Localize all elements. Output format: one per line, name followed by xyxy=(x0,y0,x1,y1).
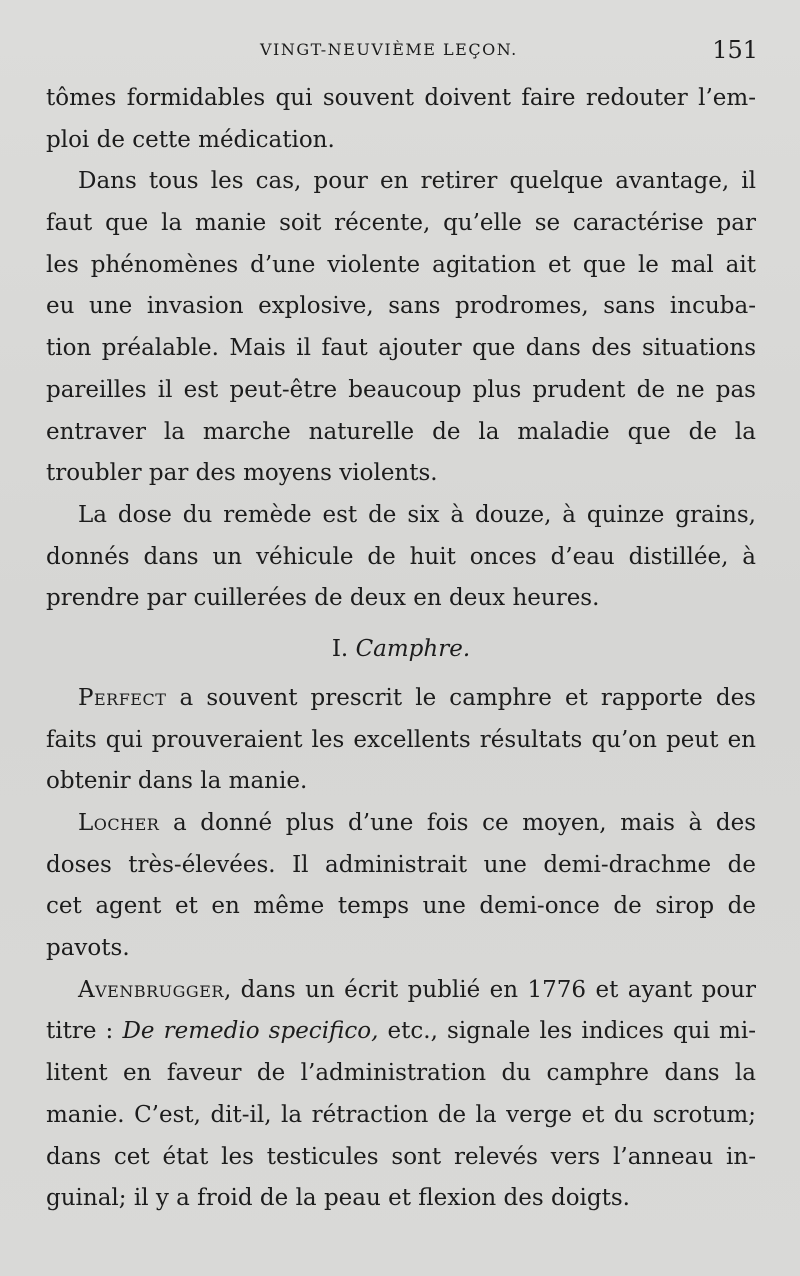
text-line: pavots. xyxy=(46,935,130,962)
section-title: Camphre. xyxy=(355,635,471,662)
author-name: Locher xyxy=(78,810,160,836)
text-line: doses très-élevées. Il administrait une demi-drachme de xyxy=(46,851,756,878)
text-line: donnés dans un véhicule de huit onces d’eau distillée, à xyxy=(46,543,756,570)
text-line xyxy=(46,678,756,720)
page-body xyxy=(46,78,756,1220)
text-line xyxy=(46,1011,756,1053)
text-line: faut que la manie soit récente, qu’elle se caractérise par xyxy=(46,210,756,237)
paragraph-2 xyxy=(46,161,756,495)
section-heading xyxy=(46,620,756,678)
text-fragment: titre : xyxy=(46,1018,123,1045)
paragraph-5 xyxy=(46,803,756,970)
text-line: manie. C’est, dit-il, la rétraction de la verge et du scrotum; xyxy=(46,1101,756,1128)
text-line: troubler par des moyens violents. xyxy=(46,460,438,487)
text-fragment: a donné plus d’une fois ce moyen, mais à des xyxy=(159,810,756,836)
text-fragment: a souvent prescrit le camphre et rapporte des xyxy=(166,684,756,711)
text-line: cet agent et en même temps une demi-once de sirop de xyxy=(46,893,756,920)
page-number: 151 xyxy=(712,36,758,64)
text-line: faits qui prouveraient les excellents résultats qu’on peut en xyxy=(46,726,756,753)
work-title: De remedio specifico, xyxy=(122,1018,379,1045)
text-line: obtenir dans la manie. xyxy=(46,768,308,795)
text-line: eu une invasion explosive, sans prodromes, sans incuba- xyxy=(46,293,756,320)
paragraph-3 xyxy=(46,495,756,620)
paragraph-6 xyxy=(46,970,756,1220)
text-line: pareilles il est peut-être beaucoup plus prudent de ne pas xyxy=(46,376,756,403)
paragraph-1 xyxy=(46,78,756,161)
text-line xyxy=(46,970,756,1012)
text-line: prendre par cuillerées de deux en deux heures. xyxy=(46,585,600,612)
paragraph-4 xyxy=(46,678,756,803)
running-head: VINGT-NEUVIÈME LEÇON. xyxy=(260,40,518,59)
text-line: litent en faveur de l’administration du camphre dans la xyxy=(46,1060,756,1087)
text-line: ploi de cette médication. xyxy=(46,126,335,153)
text-line: guinal; il y a froid de la peau et flexion des doigts. xyxy=(46,1185,630,1212)
text-fragment: etc., signale les indices qui mi- xyxy=(378,1018,756,1045)
text-line: les phénomènes d’une violente agitation et que le mal ait xyxy=(46,251,756,278)
text-line: tômes formidables qui souvent doivent faire redouter l’em- xyxy=(46,85,756,111)
text-line: Dans tous les cas, pour en retirer quelque avantage, il xyxy=(78,168,756,195)
section-number: I. xyxy=(331,635,349,662)
page-header xyxy=(40,36,760,66)
text-line: dans cet état les testicules sont relevés vers l’anneau in- xyxy=(46,1143,756,1170)
text-line: entraver la marche naturelle de la maladie que de la xyxy=(46,418,756,445)
text-line: tion préalable. Mais il faut ajouter que dans des situations xyxy=(46,335,756,362)
author-name: Avenbrugger xyxy=(78,976,224,1003)
text-fragment: , dans un écrit publié en 1776 et ayant pour xyxy=(223,976,756,1003)
author-name: Perfect xyxy=(78,684,167,711)
text-line: La dose du remède est de six à douze, à quinze grains, xyxy=(78,501,756,528)
text-line xyxy=(46,803,756,845)
